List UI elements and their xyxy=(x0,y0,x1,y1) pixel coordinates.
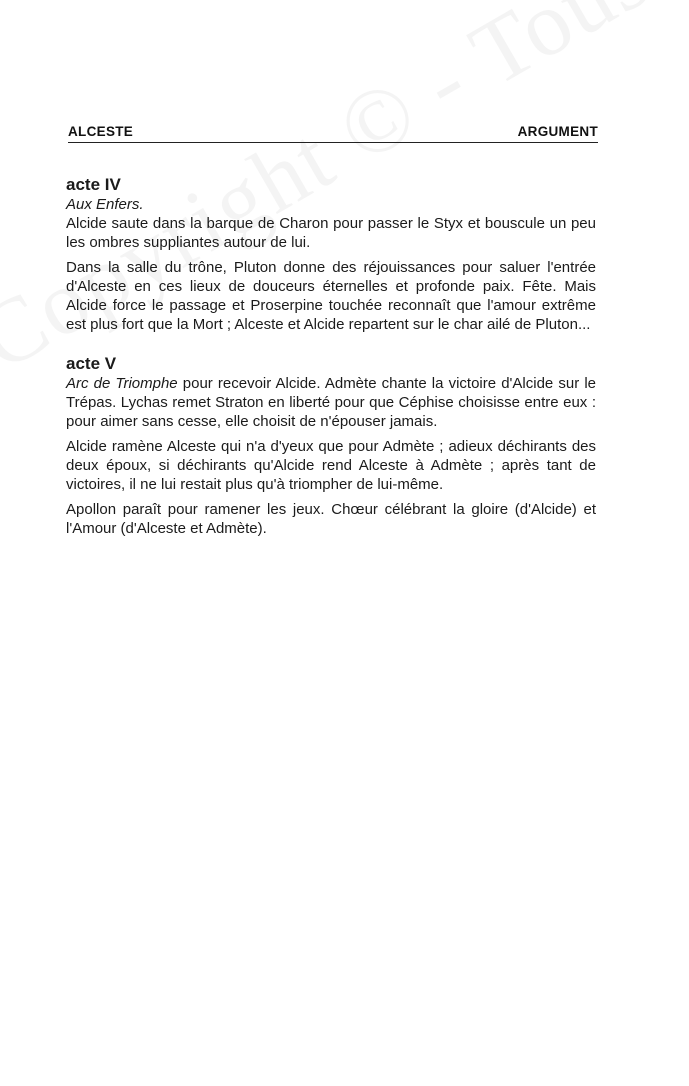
act-iv-paragraph-1: Alcide saute dans la barque de Charon pour passer le Styx et bouscule un peu les ombres suppliantes autour de lui. xyxy=(66,215,596,251)
act-v-paragraph-2: Alcide ramène Alceste qui n'a d'yeux que pour Admète ; adieux déchirants des deux époux, si déchirants qu'Alcide rend Alceste à Admète ; après tant de victoires, il ne lui restait plus qu'à triompher de lui-même. xyxy=(66,438,596,493)
page-body xyxy=(66,175,596,558)
running-header xyxy=(68,124,598,143)
header-title: ALCESTE xyxy=(68,124,134,139)
act-iv-setting: Aux Enfers. xyxy=(66,196,144,213)
header-section: ARGUMENT xyxy=(517,124,598,139)
act-v-paragraph-3: Apollon paraît pour ramener les jeux. Chœur célébrant la gloire (d'Alcide) et l'Amour (d'Alceste et Admète). xyxy=(66,501,596,537)
act-iv-section xyxy=(66,175,596,334)
act-v-paragraph-1-text: pour recevoir Alcide. Admète chante la victoire d'Alcide sur le Trépas. Lychas remet Straton en liberté pour que Céphise choisisse entre eux : pour aimer sans cesse, elle choisit de n'épouser jamais. xyxy=(66,375,597,430)
act-v-section xyxy=(66,354,596,538)
act-v-title: acte V xyxy=(66,354,117,373)
act-iv-paragraph-2: Dans la salle du trône, Pluton donne des réjouissances pour saluer l'entrée d'Alceste en ces lieux de douceurs éternelles et profonde paix. Fête. Mais Alcide force le passage et Proserpine touchée reconnaît que l'amour extrême est plus fort que la Mort ; Alceste et Alcide repartent sur le char ailé de Pluton... xyxy=(66,259,596,333)
act-v-setting: Arc de Triomphe xyxy=(66,375,178,392)
act-iv-title: acte IV xyxy=(66,175,121,194)
act-v-paragraph-1 xyxy=(66,374,596,431)
